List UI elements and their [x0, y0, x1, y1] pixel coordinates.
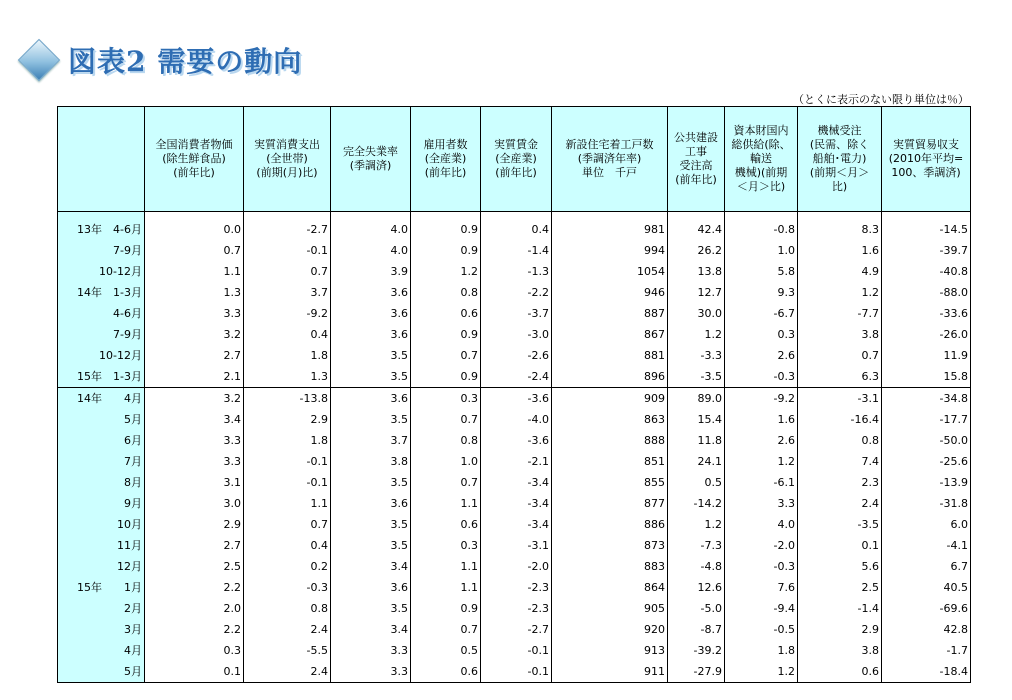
- table-cell: 0.7: [411, 472, 481, 493]
- table-cell: 851: [552, 451, 668, 472]
- table-cell: -2.0: [725, 535, 798, 556]
- table-cell: 3.5: [331, 472, 411, 493]
- row-label: 4-6月: [58, 303, 145, 324]
- table-cell: -13.8: [244, 388, 331, 410]
- table-cell: 1.0: [725, 240, 798, 261]
- spacer-row: [58, 212, 971, 220]
- table-cell: -4.1: [882, 535, 971, 556]
- table-cell: 0.8: [244, 598, 331, 619]
- table-cell: 12.7: [668, 282, 725, 303]
- table-cell: 15.4: [668, 409, 725, 430]
- table-cell: -1.4: [481, 240, 552, 261]
- table-cell: -0.1: [244, 472, 331, 493]
- column-header: 実質貿易収支 (2010年平均= 100、季調済): [882, 107, 971, 212]
- table-cell: 42.8: [882, 619, 971, 640]
- table-cell: 3.6: [331, 324, 411, 345]
- table-cell: 3.3: [145, 303, 244, 324]
- table-cell: 40.5: [882, 577, 971, 598]
- table-cell: 3.6: [331, 388, 411, 410]
- table-cell: -18.4: [882, 661, 971, 683]
- table-row: [58, 282, 971, 303]
- table-cell: -0.8: [725, 219, 798, 240]
- table-cell: -2.2: [481, 282, 552, 303]
- table-cell: -1.4: [798, 598, 882, 619]
- row-label: 13年 4-6月: [58, 219, 145, 240]
- table-cell: 2.3: [798, 472, 882, 493]
- table-cell: 1.8: [244, 430, 331, 451]
- table-cell: -3.1: [481, 535, 552, 556]
- table-cell: -39.2: [668, 640, 725, 661]
- table-cell: 3.4: [331, 556, 411, 577]
- table-cell: -3.5: [798, 514, 882, 535]
- table-cell: 1.2: [798, 282, 882, 303]
- row-label: 7-9月: [58, 240, 145, 261]
- table-cell: 3.6: [331, 282, 411, 303]
- table-cell: 6.0: [882, 514, 971, 535]
- table-cell: -6.1: [725, 472, 798, 493]
- table-cell: 946: [552, 282, 668, 303]
- diamond-icon: [18, 39, 60, 81]
- table-cell: 4.0: [331, 219, 411, 240]
- column-header: 完全失業率 (季調済): [331, 107, 411, 212]
- table-cell: 2.0: [145, 598, 244, 619]
- table-cell: 3.5: [331, 345, 411, 366]
- table-cell: -0.1: [244, 240, 331, 261]
- table-cell: 0.3: [145, 640, 244, 661]
- row-label: 3月: [58, 619, 145, 640]
- table-cell: -34.8: [882, 388, 971, 410]
- table-cell: 3.1: [145, 472, 244, 493]
- table-cell: -50.0: [882, 430, 971, 451]
- table-cell: 0.0: [145, 219, 244, 240]
- spacer-cell: [552, 212, 668, 220]
- table-cell: -0.1: [481, 661, 552, 683]
- table-row: [58, 366, 971, 388]
- row-label: 10-12月: [58, 345, 145, 366]
- table-cell: 11.8: [668, 430, 725, 451]
- table-cell: -2.3: [481, 577, 552, 598]
- table-cell: 0.9: [411, 366, 481, 388]
- row-label: 2月: [58, 598, 145, 619]
- column-header: 資本財国内 総供給(除、 輸送 機械)(前期 ＜月＞比): [725, 107, 798, 212]
- table-cell: 3.0: [145, 493, 244, 514]
- table-cell: -16.4: [798, 409, 882, 430]
- table-cell: 0.9: [411, 240, 481, 261]
- table-cell: -3.1: [798, 388, 882, 410]
- table-row: [58, 324, 971, 345]
- column-header: 機械受注 (民需、除く 船舶･電力) (前期＜月＞ 比): [798, 107, 882, 212]
- table-cell: -9.2: [725, 388, 798, 410]
- table-cell: 2.9: [244, 409, 331, 430]
- table-cell: -6.7: [725, 303, 798, 324]
- table-cell: 2.6: [725, 430, 798, 451]
- table-cell: 0.8: [798, 430, 882, 451]
- table-cell: -0.3: [725, 556, 798, 577]
- table-cell: 1.1: [411, 493, 481, 514]
- table-cell: 0.9: [411, 324, 481, 345]
- table-cell: -88.0: [882, 282, 971, 303]
- table-cell: 89.0: [668, 388, 725, 410]
- table-row: [58, 240, 971, 261]
- table-row: [58, 514, 971, 535]
- table-cell: -8.7: [668, 619, 725, 640]
- table-cell: -1.3: [481, 261, 552, 282]
- table-cell: 3.6: [331, 577, 411, 598]
- table-row: [58, 219, 971, 240]
- table-cell: 877: [552, 493, 668, 514]
- table-cell: 1.6: [725, 409, 798, 430]
- table-cell: 0.2: [244, 556, 331, 577]
- table-cell: 0.4: [481, 219, 552, 240]
- table-cell: -39.7: [882, 240, 971, 261]
- table-cell: 1.2: [725, 661, 798, 683]
- table-row: [58, 430, 971, 451]
- spacer-cell: [244, 212, 331, 220]
- table-cell: 2.9: [798, 619, 882, 640]
- table-cell: 2.9: [145, 514, 244, 535]
- table-cell: 1.3: [145, 282, 244, 303]
- table-cell: 3.2: [145, 388, 244, 410]
- table-cell: -3.4: [481, 514, 552, 535]
- table-cell: 5.8: [725, 261, 798, 282]
- column-header: 新設住宅着工戸数 (季調済年率) 単位 千戸: [552, 107, 668, 212]
- table-cell: 888: [552, 430, 668, 451]
- table-cell: -0.1: [481, 640, 552, 661]
- table-row: [58, 535, 971, 556]
- spacer-cell: [882, 212, 971, 220]
- spacer-cell: [145, 212, 244, 220]
- table-cell: 920: [552, 619, 668, 640]
- row-label: 10月: [58, 514, 145, 535]
- table-cell: 42.4: [668, 219, 725, 240]
- table-cell: 0.5: [411, 640, 481, 661]
- table-cell: 1.2: [668, 514, 725, 535]
- table-cell: 0.1: [145, 661, 244, 683]
- table-cell: 0.9: [411, 598, 481, 619]
- table-cell: 9.3: [725, 282, 798, 303]
- table-cell: 3.8: [798, 640, 882, 661]
- table-cell: 3.5: [331, 366, 411, 388]
- row-label: 11月: [58, 535, 145, 556]
- table-cell: 0.7: [244, 261, 331, 282]
- table-cell: 3.4: [331, 619, 411, 640]
- column-header: 雇用者数 (全産業) (前年比): [411, 107, 481, 212]
- table-cell: 1.1: [411, 556, 481, 577]
- table-cell: 3.3: [331, 661, 411, 683]
- table-cell: 1.8: [244, 345, 331, 366]
- unit-note: （とくに表示のない限り単位は％）: [793, 93, 969, 106]
- page-title-block: [18, 40, 302, 80]
- table-row: [58, 409, 971, 430]
- table-cell: -3.6: [481, 430, 552, 451]
- table-cell: 0.6: [411, 661, 481, 683]
- table-cell: -2.3: [481, 598, 552, 619]
- table-cell: 3.5: [331, 535, 411, 556]
- table-cell: -2.4: [481, 366, 552, 388]
- table-cell: 909: [552, 388, 668, 410]
- spacer-cell: [58, 212, 145, 220]
- table-cell: 2.4: [244, 661, 331, 683]
- table-cell: 2.2: [145, 577, 244, 598]
- spacer-cell: [725, 212, 798, 220]
- table-cell: -3.7: [481, 303, 552, 324]
- table-cell: 0.4: [244, 324, 331, 345]
- table-cell: -17.7: [882, 409, 971, 430]
- row-label: 8月: [58, 472, 145, 493]
- table-cell: 13.8: [668, 261, 725, 282]
- table-cell: 2.5: [145, 556, 244, 577]
- table-cell: 6.3: [798, 366, 882, 388]
- table-cell: 0.9: [411, 219, 481, 240]
- table-cell: 2.4: [244, 619, 331, 640]
- table-cell: 1.2: [725, 451, 798, 472]
- table-row: [58, 577, 971, 598]
- table-cell: 0.7: [411, 409, 481, 430]
- row-label: 5月: [58, 661, 145, 683]
- spacer-cell: [798, 212, 882, 220]
- header-row: [58, 107, 971, 212]
- table-cell: -7.3: [668, 535, 725, 556]
- table-cell: 6.7: [882, 556, 971, 577]
- table-cell: 0.1: [798, 535, 882, 556]
- table-cell: -2.6: [481, 345, 552, 366]
- table-cell: 994: [552, 240, 668, 261]
- table-cell: -3.4: [481, 493, 552, 514]
- table-cell: -14.5: [882, 219, 971, 240]
- row-label: 7月: [58, 451, 145, 472]
- table-cell: -2.7: [244, 219, 331, 240]
- table-cell: 3.3: [145, 430, 244, 451]
- table-row: [58, 261, 971, 282]
- header-corner: [58, 107, 145, 212]
- table-cell: -0.3: [244, 577, 331, 598]
- table-cell: 1.8: [725, 640, 798, 661]
- table-cell: 0.7: [411, 345, 481, 366]
- table-cell: 3.8: [798, 324, 882, 345]
- table-cell: 0.7: [244, 514, 331, 535]
- row-label: 7-9月: [58, 324, 145, 345]
- table-cell: 30.0: [668, 303, 725, 324]
- table-cell: -2.0: [481, 556, 552, 577]
- table-cell: 855: [552, 472, 668, 493]
- demand-trend-table: [57, 106, 971, 683]
- table-cell: 1054: [552, 261, 668, 282]
- table-body: [58, 212, 971, 683]
- table-cell: 0.7: [145, 240, 244, 261]
- table-cell: 8.3: [798, 219, 882, 240]
- row-label: 6月: [58, 430, 145, 451]
- table-cell: 1.1: [244, 493, 331, 514]
- table-cell: 0.3: [725, 324, 798, 345]
- table-cell: 0.6: [411, 303, 481, 324]
- table-cell: 3.6: [331, 493, 411, 514]
- table-cell: 873: [552, 535, 668, 556]
- table-cell: 881: [552, 345, 668, 366]
- table-cell: 3.5: [331, 409, 411, 430]
- table-cell: 0.3: [411, 388, 481, 410]
- row-label: 4月: [58, 640, 145, 661]
- table-cell: -26.0: [882, 324, 971, 345]
- table-row: [58, 598, 971, 619]
- table-cell: 0.5: [668, 472, 725, 493]
- table-cell: 4.9: [798, 261, 882, 282]
- table-cell: 2.1: [145, 366, 244, 388]
- table-cell: 3.4: [145, 409, 244, 430]
- table-cell: -7.7: [798, 303, 882, 324]
- table-cell: 24.1: [668, 451, 725, 472]
- table-cell: 1.1: [411, 577, 481, 598]
- table-cell: 0.8: [411, 430, 481, 451]
- table-cell: 3.8: [331, 451, 411, 472]
- table-cell: 911: [552, 661, 668, 683]
- table-cell: -2.7: [481, 619, 552, 640]
- table-cell: 905: [552, 598, 668, 619]
- table-cell: -3.3: [668, 345, 725, 366]
- table-cell: 2.7: [145, 345, 244, 366]
- table-cell: 3.9: [331, 261, 411, 282]
- table-row: [58, 619, 971, 640]
- table-cell: 15.8: [882, 366, 971, 388]
- table-cell: 5.6: [798, 556, 882, 577]
- table-cell: 11.9: [882, 345, 971, 366]
- table-cell: -27.9: [668, 661, 725, 683]
- table-row: [58, 345, 971, 366]
- table-cell: 0.8: [411, 282, 481, 303]
- table-row: [58, 661, 971, 683]
- table-row: [58, 451, 971, 472]
- column-header: 全国消費者物価 (除生鮮食品) (前年比): [145, 107, 244, 212]
- table-cell: 0.4: [244, 535, 331, 556]
- table-cell: -3.6: [481, 388, 552, 410]
- table-cell: 4.0: [725, 514, 798, 535]
- table-cell: 7.6: [725, 577, 798, 598]
- spacer-cell: [331, 212, 411, 220]
- table-cell: 913: [552, 640, 668, 661]
- table-cell: 0.7: [411, 619, 481, 640]
- table-cell: 0.7: [798, 345, 882, 366]
- table-cell: 3.2: [145, 324, 244, 345]
- table-cell: 2.5: [798, 577, 882, 598]
- table-cell: 1.1: [145, 261, 244, 282]
- table-cell: -69.6: [882, 598, 971, 619]
- table-cell: 0.3: [411, 535, 481, 556]
- row-label: 15年 1-3月: [58, 366, 145, 388]
- table-cell: -3.0: [481, 324, 552, 345]
- table-cell: -4.0: [481, 409, 552, 430]
- table-row: [58, 493, 971, 514]
- table-cell: 3.3: [725, 493, 798, 514]
- table-cell: -25.6: [882, 451, 971, 472]
- table-cell: 863: [552, 409, 668, 430]
- table-cell: 0.6: [798, 661, 882, 683]
- table-cell: 981: [552, 219, 668, 240]
- table-cell: 883: [552, 556, 668, 577]
- table-cell: -0.3: [725, 366, 798, 388]
- row-label: 14年 4月: [58, 388, 145, 410]
- row-label: 15年 1月: [58, 577, 145, 598]
- table-cell: 26.2: [668, 240, 725, 261]
- table-cell: -2.1: [481, 451, 552, 472]
- table-cell: 1.0: [411, 451, 481, 472]
- row-label: 14年 1-3月: [58, 282, 145, 303]
- table-cell: 3.6: [331, 303, 411, 324]
- table-cell: 3.7: [331, 430, 411, 451]
- column-header: 実質消費支出 (全世帯) (前期(月)比): [244, 107, 331, 212]
- table-row: [58, 640, 971, 661]
- column-header: 公共建設 工事 受注高 (前年比): [668, 107, 725, 212]
- page-title: 図表2 需要の動向: [68, 45, 303, 78]
- table-cell: 7.4: [798, 451, 882, 472]
- table-cell: 1.6: [798, 240, 882, 261]
- spacer-cell: [481, 212, 552, 220]
- spacer-cell: [411, 212, 481, 220]
- table-cell: -5.5: [244, 640, 331, 661]
- table-cell: -9.4: [725, 598, 798, 619]
- table-cell: -9.2: [244, 303, 331, 324]
- table-cell: 3.3: [331, 640, 411, 661]
- table-cell: 1.2: [668, 324, 725, 345]
- table-cell: -0.1: [244, 451, 331, 472]
- table-cell: 2.4: [798, 493, 882, 514]
- table-cell: -33.6: [882, 303, 971, 324]
- table-cell: 1.3: [244, 366, 331, 388]
- table-cell: -5.0: [668, 598, 725, 619]
- table-cell: 0.6: [411, 514, 481, 535]
- table-row: [58, 303, 971, 324]
- table-cell: -14.2: [668, 493, 725, 514]
- table-cell: -4.8: [668, 556, 725, 577]
- table-row: [58, 556, 971, 577]
- table-cell: 1.2: [411, 261, 481, 282]
- table-cell: 867: [552, 324, 668, 345]
- table-cell: -0.5: [725, 619, 798, 640]
- table-cell: 3.3: [145, 451, 244, 472]
- table-cell: 2.2: [145, 619, 244, 640]
- column-header: 実質賃金 (全産業) (前年比): [481, 107, 552, 212]
- row-label: 5月: [58, 409, 145, 430]
- table-cell: 2.7: [145, 535, 244, 556]
- table-cell: -3.5: [668, 366, 725, 388]
- table-cell: -1.7: [882, 640, 971, 661]
- row-label: 9月: [58, 493, 145, 514]
- table-row: [58, 388, 971, 410]
- table-cell: 896: [552, 366, 668, 388]
- table-cell: 3.5: [331, 514, 411, 535]
- table-cell: -31.8: [882, 493, 971, 514]
- table-cell: 3.7: [244, 282, 331, 303]
- table-cell: 4.0: [331, 240, 411, 261]
- row-label: 12月: [58, 556, 145, 577]
- table-row: [58, 472, 971, 493]
- table-cell: 864: [552, 577, 668, 598]
- table-cell: 12.6: [668, 577, 725, 598]
- table-cell: 886: [552, 514, 668, 535]
- table-cell: -40.8: [882, 261, 971, 282]
- table-cell: 3.5: [331, 598, 411, 619]
- table-cell: 887: [552, 303, 668, 324]
- table-cell: -13.9: [882, 472, 971, 493]
- row-label: 10-12月: [58, 261, 145, 282]
- table-cell: 2.6: [725, 345, 798, 366]
- table-cell: -3.4: [481, 472, 552, 493]
- spacer-cell: [668, 212, 725, 220]
